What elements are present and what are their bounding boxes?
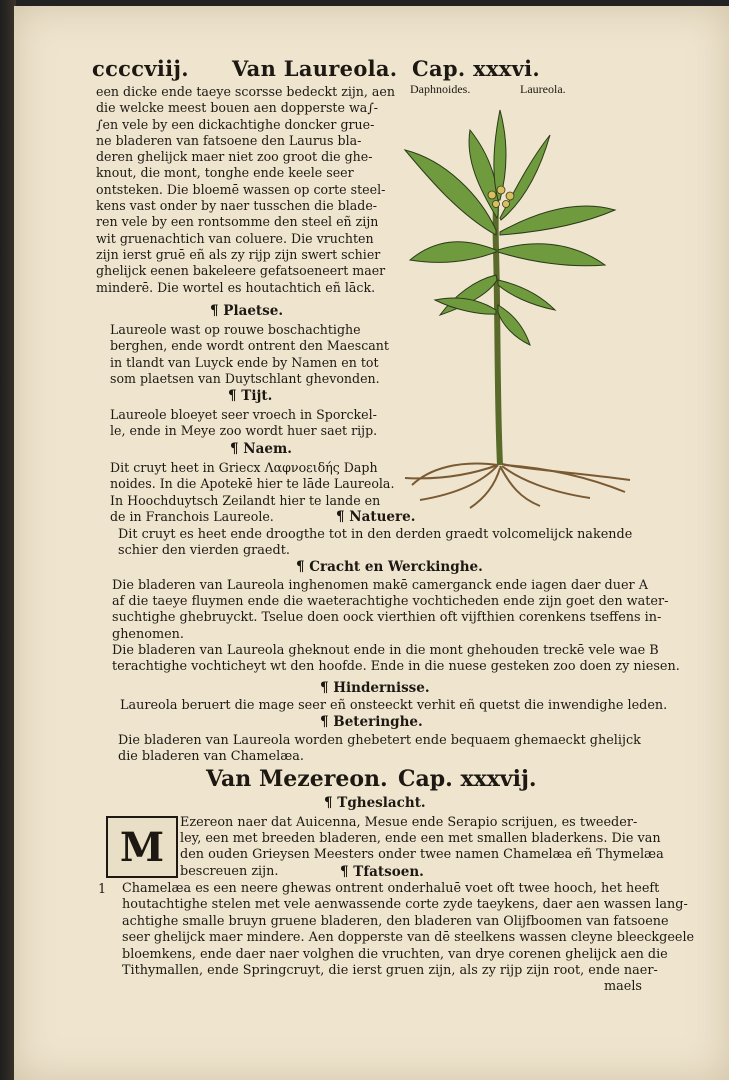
text-line: In Hoochduytsch Zeilandt hier te lande en	[110, 492, 381, 508]
chapter-number-mezereon: Cap. xxxvij.	[398, 766, 537, 792]
text-line: Laureole bloeyet seer vroech in Sporckel-	[110, 407, 377, 422]
text-line: ne bladeren van fatsoene den Laurus bla-	[96, 132, 362, 148]
column-text	[96, 84, 395, 296]
text-line: Die bladeren van Laureola inghenomen makē camerganck ende iagen daer duer A	[112, 578, 648, 593]
text-line: noides. In die Apotekē hier te lāde Laureola.	[110, 476, 395, 492]
text-line: ren vele by een rontsomme den steel eñ zijn	[96, 214, 379, 230]
text-line: kens vast onder by naer tusschen die blade-	[96, 198, 378, 214]
text-line: zijn ierst gruē eñ als zy rijp zijn swert schier	[96, 246, 381, 262]
section-heading-beteringhe: ¶ Beteringhe.	[320, 714, 423, 730]
catchword: maels	[604, 979, 642, 994]
text-line: Ezereon naer dat Auicenna, Mesue ende Serapio scrijuen, es tweeder-	[180, 815, 638, 830]
chapter-title-mezereon: Van Mezereon.	[206, 766, 388, 792]
text-line: Dit cruyt es heet ende droogthe tot in den derden graedt volcomelijck nakende	[118, 527, 633, 542]
section-heading-plaetse: ¶ Plaetse.	[210, 303, 284, 319]
chapter-number: Cap. xxxvi.	[412, 56, 540, 81]
dropcap-initial	[106, 816, 178, 878]
section-heading-cracht: ¶ Cracht en Werckinghe.	[296, 559, 483, 575]
cracht-text	[112, 578, 680, 675]
text-line: in tlandt van Luyck ende by Namen en tot	[110, 354, 379, 370]
text-line: ghenomen.	[112, 626, 184, 642]
text-line: Dit cruyt heet in Griecx Λαφνοειδής Daph	[110, 460, 378, 475]
section-heading-naem: ¶ Naem.	[230, 441, 292, 457]
text-line: ontsteken. Die bloemē wassen op corte steel-	[96, 181, 386, 197]
beteringhe-text	[118, 733, 641, 765]
text-line: minderē. Die wortel es houtachtich eñ lāck.	[96, 279, 376, 295]
text-line: terachtighe vochticheyt wt den hoofde. Ende in die nuese gesteken zoo doen zy niesen.	[112, 658, 680, 674]
section-heading-natuere: ¶ Natuere.	[336, 509, 416, 525]
natuere-text	[118, 527, 632, 559]
text-line: die bladeren van Chamelæa.	[118, 749, 304, 765]
text-line: ley, een met breeden bladeren, ende een met smallen bladerkens. Die van	[180, 831, 661, 847]
text-line: houtachtighe stelen met vele aenwassende corte zyde taeykens, daer aen wassen lang-	[122, 897, 688, 913]
text-line: den ouden Grieysen Meesters onder twee namen Chamelæa eñ Thymelæa	[180, 847, 664, 863]
text-line: af die taeye fluymen ende die waeterachtighe vochticheden ende zijn goet den water-	[112, 594, 669, 610]
text-line: Die bladeren van Laureola gheknout ende in die mont ghehouden treckē vele wae B	[112, 642, 659, 658]
figure-caption-right: Laureola.	[520, 82, 566, 96]
text-line: een dicke ende taeye scorsse bedeckt zijn, aen	[96, 84, 395, 99]
hindernisse-text: Laureola beruert die mage seer eñ onsteeckt verhit eñ quetst die inwendighe leden.	[120, 698, 668, 713]
text-line: achtighe smalle bruyn gruene bladeren, den bladeren van Olijfboomen van fatsoene	[122, 913, 669, 929]
text-line: Laureole wast op rouwe boschachtighe	[110, 322, 361, 337]
figure-caption-left: Daphnoides.	[410, 82, 471, 96]
text-line: de in Franchois Laureole.	[110, 508, 274, 524]
section-heading-tijt: ¶ Tijt.	[228, 388, 273, 404]
text-line: Chamelæa es een neere ghewas ontrent onderhaluē voet oft twee hooch, het heeft	[122, 881, 660, 896]
text-line: wit gruenachtich van coluere. Die vruchten	[96, 230, 374, 246]
leaf-cluster	[405, 110, 615, 345]
plaetse-text	[110, 322, 389, 387]
fatsoen-text	[122, 881, 694, 979]
text-line: Tithymallen, ende Springcruyt, die ierst gruen zijn, als zy rijp zijn root, ende naer-	[122, 962, 658, 978]
text-line: som plaetsen van Duytschlant ghevonden.	[110, 370, 380, 386]
text-line: ghelijck eenen bakeleere gefatsoeneert maer	[96, 263, 386, 279]
text-line: deren ghelijck maer niet zoo groot die ghe-	[96, 149, 373, 165]
text-line: die welcke meest bouen aen dopperste wa∫-	[96, 100, 379, 116]
section-heading-gheslacht: ¶ Tgheslacht.	[324, 795, 426, 811]
text-line: Die bladeren van Laureola worden ghebetert ende bequaem ghemaeckt ghelijck	[118, 733, 641, 748]
tijt-text	[110, 407, 377, 440]
root-system	[405, 464, 630, 508]
section-heading-hindernisse: ¶ Hindernisse.	[320, 680, 430, 696]
text-line: seer ghelijck maer mindere. Aen dopperste van dē steelkens wassen cleyne bleeckgeele	[122, 930, 695, 946]
page-number: ccccviij.	[92, 56, 189, 81]
margin-marker: 1	[98, 882, 107, 897]
text-line: le, ende in Meye zoo wordt huer saet rijp.	[110, 423, 378, 439]
text-line: suchtighe ghebruyckt. Tselue doen oock vierthien oft vijfthien corenkens tseffens in-	[112, 610, 662, 626]
text-line: bloemkens, ende daer naer volghen die vruchten, van drye corenen ghelijck aen die	[122, 946, 668, 962]
text-line: knout, die mont, tonghe ende keele seer	[96, 165, 354, 181]
text-line: schier den vierden graedt.	[118, 543, 290, 559]
laureola-plant-illustration	[400, 100, 640, 510]
text-line: bescreuen zijn.	[180, 863, 279, 879]
text-line: ∫en vele by een dickachtighe doncker grue-	[96, 116, 375, 132]
section-heading-fatsoen: ¶ Tfatsoen.	[340, 864, 424, 880]
chapter-title: Van Laureola.	[232, 56, 398, 81]
dropcap-letter: M	[119, 823, 165, 871]
text-line: berghen, ende wordt ontrent den Maescant	[110, 338, 389, 354]
